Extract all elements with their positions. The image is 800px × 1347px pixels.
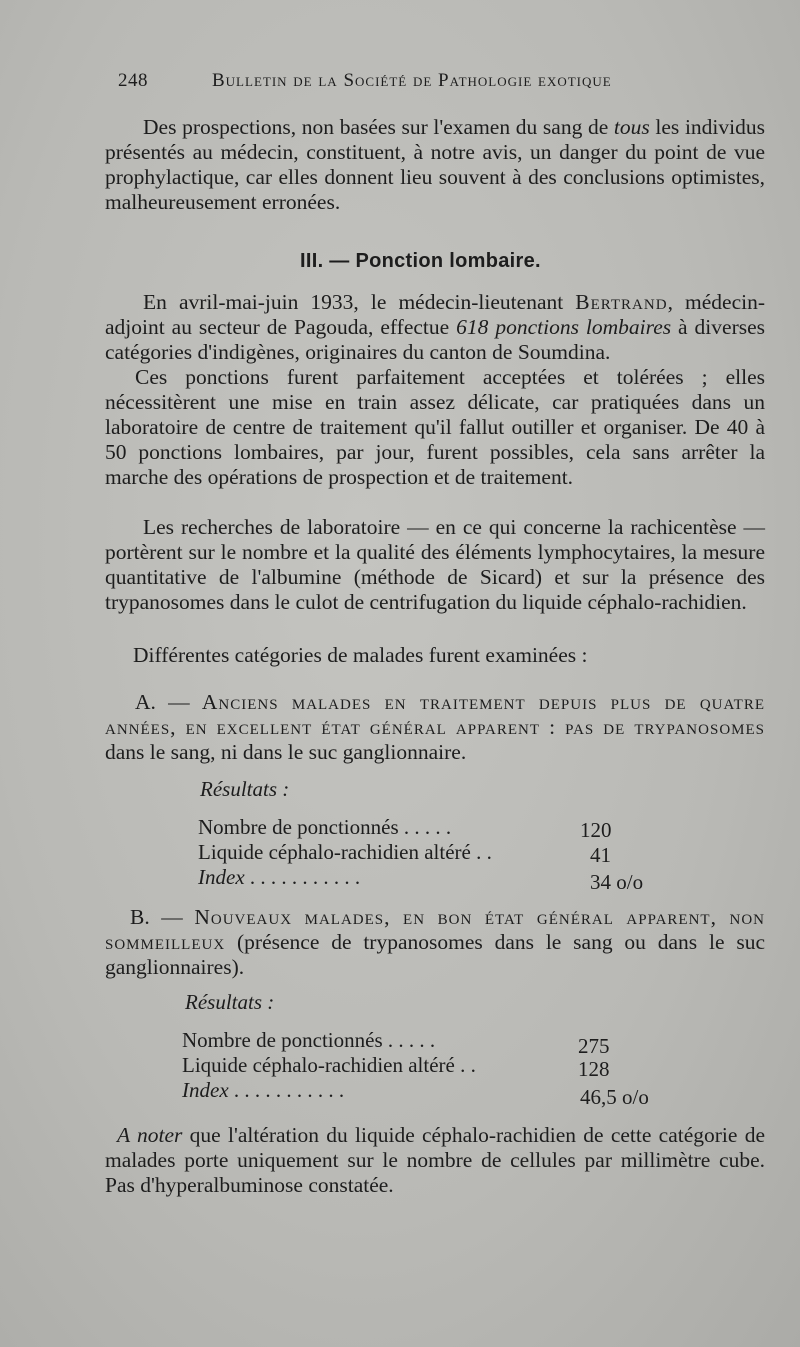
emphasis-a-noter: A noter: [117, 1123, 183, 1147]
ponction-paragraph-4: Différentes catégories de malades furent examinées :: [133, 643, 588, 667]
emphasis-tous: tous: [613, 115, 650, 139]
results-b-title: Résultats :: [185, 990, 275, 1014]
results-b-value: 275: [578, 1034, 610, 1058]
results-a-row: Nombre de ponctionnés . . . . .: [198, 815, 452, 839]
results-b-value: 46,5 o/o: [580, 1085, 649, 1109]
intro-paragraph: Des prospections, non basées sur l'examen du sang de tous les individus présentés au médecin, constituent, à notre avis, un danger du point de vue prophylactique, car elles donnent lieu souvent à des conclusions optimistes, malheureusement erronées.: [105, 115, 765, 214]
results-b-row: Nombre de ponctionnés . . . . .: [182, 1028, 436, 1052]
ponction-paragraph-1: En avril-mai-juin 1933, le médecin-lieutenant Bertrand, médecin-adjoint au secteur de Pagouda, effectue 618 ponctions lombaires à diverses catégories d'indigènes, originaires du canton de Soumdina.: [105, 290, 766, 364]
category-a-paragraph: A. — Anciens malades en traitement depuis plus de quatre années, en excellent état général apparent : pas de trypanosomes dans le sang, ni dans le suc ganglionnaire.: [105, 690, 766, 764]
ponction-paragraph-2: Ces ponctions furent parfaitement acceptées et tolérées ; elles nécessitèrent une mise en train assez délicate, car pratiquées dans un laboratoire de centre de traitement qu'il fallut outiller et organiser. De 40 à 50 ponctions lombaires, par jour, furent possibles, cela sans arrêter la marche des opérations de prospection et de traitement.: [105, 365, 765, 489]
author-name: Bertrand: [575, 290, 668, 314]
results-a-value: 120: [580, 818, 612, 842]
page-number: 248: [118, 70, 148, 91]
running-title: Bulletin de la Société de Pathologie exotique: [212, 70, 612, 91]
results-a-value: 34 o/o: [590, 870, 644, 894]
results-b-row: Index . . . . . . . . . . .: [182, 1078, 345, 1102]
results-a-title: Résultats :: [200, 777, 290, 801]
note-paragraph: A noter que l'altération du liquide céphalo-rachidien de cette catégorie de malades porte uniquement sur le nombre de cellules par millimètre cube. Pas d'hyperalbuminose constatée.: [105, 1123, 766, 1197]
emphasis-ponctions: 618 ponctions lombaires: [456, 315, 672, 339]
category-b-paragraph: B. — Nouveaux malades, en bon état général apparent, non sommeilleux (présence de trypanosomes dans le sang ou dans le suc ganglionnaires).: [105, 905, 766, 979]
ponction-paragraph-3: Les recherches de laboratoire — en ce qui concerne la rachicentèse — portèrent sur le nombre et la qualité des éléments lymphocytaires, la mesure quantitative de l'albumine (méthode de Sicard) et sur la présence des trypanosomes dans le culot de centrifugation du liquide céphalo-rachidien.: [105, 515, 765, 614]
results-a-value: 41: [590, 843, 611, 867]
results-a-row: Index . . . . . . . . . . .: [198, 865, 361, 889]
results-b-value: 128: [578, 1057, 610, 1081]
section-heading: III. — Ponction lombaire.: [300, 250, 541, 272]
results-b-row: Liquide céphalo-rachidien altéré . .: [182, 1053, 476, 1077]
results-a-row: Liquide céphalo-rachidien altéré . .: [198, 840, 492, 864]
